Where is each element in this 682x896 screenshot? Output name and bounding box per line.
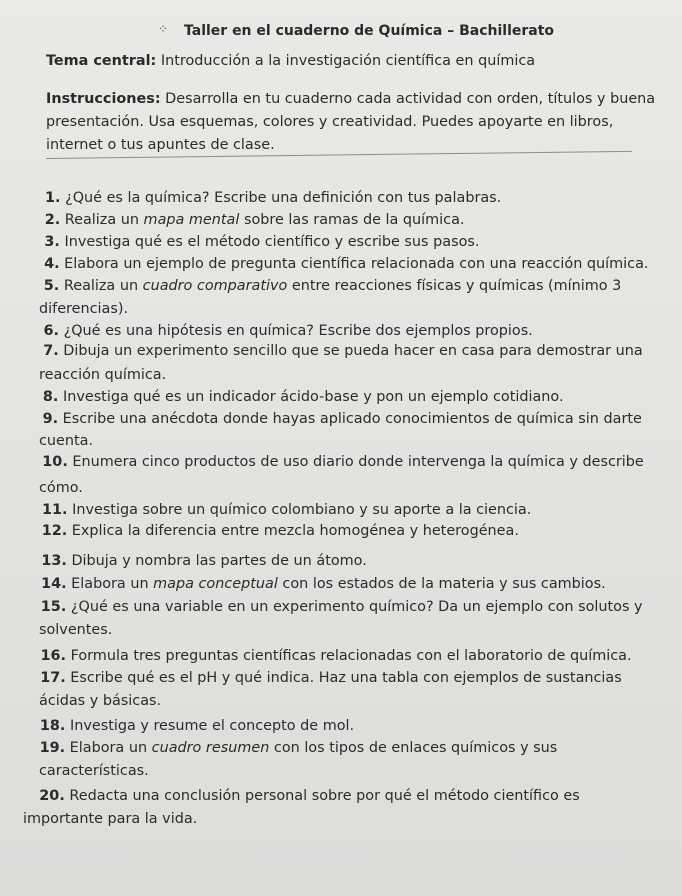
question-text: Formula tres preguntas científicas relacionadas con el laboratorio de química. bbox=[70, 648, 632, 664]
question-text: Realiza un bbox=[63, 278, 143, 294]
question-emphasis: mapa conceptual bbox=[153, 576, 278, 592]
question-19 bbox=[40, 738, 558, 758]
instructions-line-1 bbox=[46, 89, 655, 109]
question-17-continuation: ácidas y básicas. bbox=[39, 693, 162, 709]
question-number: 3. bbox=[44, 234, 60, 250]
question-number: 4. bbox=[44, 256, 60, 272]
question-15 bbox=[41, 597, 643, 617]
theme-line bbox=[46, 51, 535, 71]
theme-label: Tema central: bbox=[46, 53, 157, 69]
instructions-line-3: internet o tus apuntes de clase. bbox=[46, 137, 275, 153]
question-7 bbox=[43, 341, 643, 361]
question-20 bbox=[39, 786, 579, 806]
question-13 bbox=[41, 551, 366, 571]
question-4 bbox=[44, 254, 648, 274]
question-number: 5. bbox=[43, 278, 60, 294]
question-6 bbox=[44, 321, 533, 341]
question-number: 1. bbox=[45, 190, 61, 206]
question-text: entre reacciones físicas y químicas (mínimo 3 bbox=[287, 278, 622, 294]
instructions-text-1: Desarrolla en tu cuaderno cada actividad con orden, títulos y buena bbox=[160, 91, 656, 107]
question-emphasis: cuadro comparativo bbox=[142, 278, 288, 294]
question-text: Explica la diferencia entre mezcla homogénea y heterogénea. bbox=[71, 523, 519, 539]
question-text: Investiga sobre un químico colombiano y su aporte a la ciencia. bbox=[72, 502, 532, 518]
instructions-label: Instrucciones: bbox=[46, 91, 161, 107]
question-number: 19. bbox=[39, 740, 66, 756]
question-text: sobre las ramas de la química. bbox=[239, 212, 465, 228]
question-15-continuation: solventes. bbox=[39, 622, 113, 638]
question-number: 7. bbox=[43, 343, 59, 359]
question-text: con los tipos de enlaces químicos y sus bbox=[269, 740, 558, 756]
question-text: Elabora un bbox=[69, 740, 152, 756]
question-number: 18. bbox=[39, 718, 66, 734]
question-emphasis: cuadro resumen bbox=[151, 740, 270, 756]
question-5 bbox=[44, 276, 622, 296]
page-title: Taller en el cuaderno de Química – Bachillerato bbox=[184, 23, 555, 39]
question-emphasis: mapa mental bbox=[143, 212, 240, 228]
question-12 bbox=[42, 521, 519, 541]
question-number: 16. bbox=[40, 648, 66, 664]
question-16 bbox=[41, 646, 632, 666]
question-2 bbox=[45, 210, 465, 230]
question-text: ¿Qué es la química? Escribe una definición con tus palabras. bbox=[65, 190, 502, 206]
question-number: 20. bbox=[39, 788, 65, 804]
question-text: Enumera cinco productos de uso diario donde intervenga la química y describe bbox=[72, 454, 644, 470]
question-text: Redacta una conclusión personal sobre por qué el método científico es bbox=[69, 788, 580, 804]
question-number: 13. bbox=[41, 553, 67, 569]
question-3 bbox=[44, 232, 479, 252]
question-text: ¿Qué es una hipótesis en química? Escribe dos ejemplos propios. bbox=[63, 323, 533, 339]
question-number: 12. bbox=[41, 523, 68, 539]
question-number: 14. bbox=[41, 576, 67, 592]
question-11 bbox=[42, 500, 531, 520]
question-17 bbox=[40, 668, 622, 688]
question-number: 2. bbox=[44, 212, 61, 228]
question-text: Dibuja y nombra las partes de un átomo. bbox=[71, 553, 367, 569]
question-text: Escribe qué es el pH y qué indica. Haz una tabla con ejemplos de sustancias bbox=[70, 670, 622, 686]
question-number: 6. bbox=[43, 323, 59, 339]
question-text: con los estados de la materia y sus cambios. bbox=[277, 576, 606, 592]
question-1 bbox=[45, 188, 501, 208]
question-14 bbox=[41, 574, 606, 594]
question-number: 11. bbox=[42, 502, 68, 518]
question-text: Investiga qué es un indicador ácido-base y pon un ejemplo cotidiano. bbox=[62, 389, 564, 405]
question-text: Realiza un bbox=[64, 212, 144, 228]
question-text: Dibuja un experimento sencillo que se pueda hacer en casa para demostrar una bbox=[63, 343, 643, 359]
theme-text: Introducción a la investigación científica en química bbox=[156, 53, 536, 69]
question-number: 9. bbox=[42, 411, 59, 427]
question-8 bbox=[43, 387, 564, 407]
question-20-continuation: importante para la vida. bbox=[23, 811, 198, 827]
decorative-mark-icon: ⁘ bbox=[158, 22, 169, 36]
question-number: 10. bbox=[42, 454, 68, 470]
question-5-continuation: diferencias). bbox=[39, 301, 129, 317]
question-19-continuation: características. bbox=[39, 763, 149, 779]
question-text: Elabora un bbox=[71, 576, 154, 592]
question-7-continuation: reacción química. bbox=[39, 367, 167, 383]
question-text: Elabora un ejemplo de pregunta científica relacionada con una reacción química. bbox=[64, 256, 649, 272]
question-9 bbox=[43, 409, 642, 429]
question-10-continuation: cómo. bbox=[39, 480, 83, 496]
question-text: ¿Qué es una variable en un experimento químico? Da un ejemplo con solutos y bbox=[70, 599, 643, 615]
question-text: Escribe una anécdota donde hayas aplicado conocimientos de química sin darte bbox=[62, 411, 642, 427]
question-9-continuation: cuenta. bbox=[39, 433, 94, 449]
instructions-line-2: presentación. Usa esquemas, colores y creatividad. Puedes apoyarte en libros, bbox=[46, 114, 614, 130]
question-text: Investiga y resume el concepto de mol. bbox=[69, 718, 355, 734]
question-text: Investiga qué es el método científico y escribe sus pasos. bbox=[64, 234, 480, 250]
question-number: 15. bbox=[40, 599, 67, 615]
question-10 bbox=[42, 452, 643, 472]
question-number: 17. bbox=[40, 670, 66, 686]
question-18 bbox=[40, 716, 354, 736]
question-number: 8. bbox=[42, 389, 59, 405]
